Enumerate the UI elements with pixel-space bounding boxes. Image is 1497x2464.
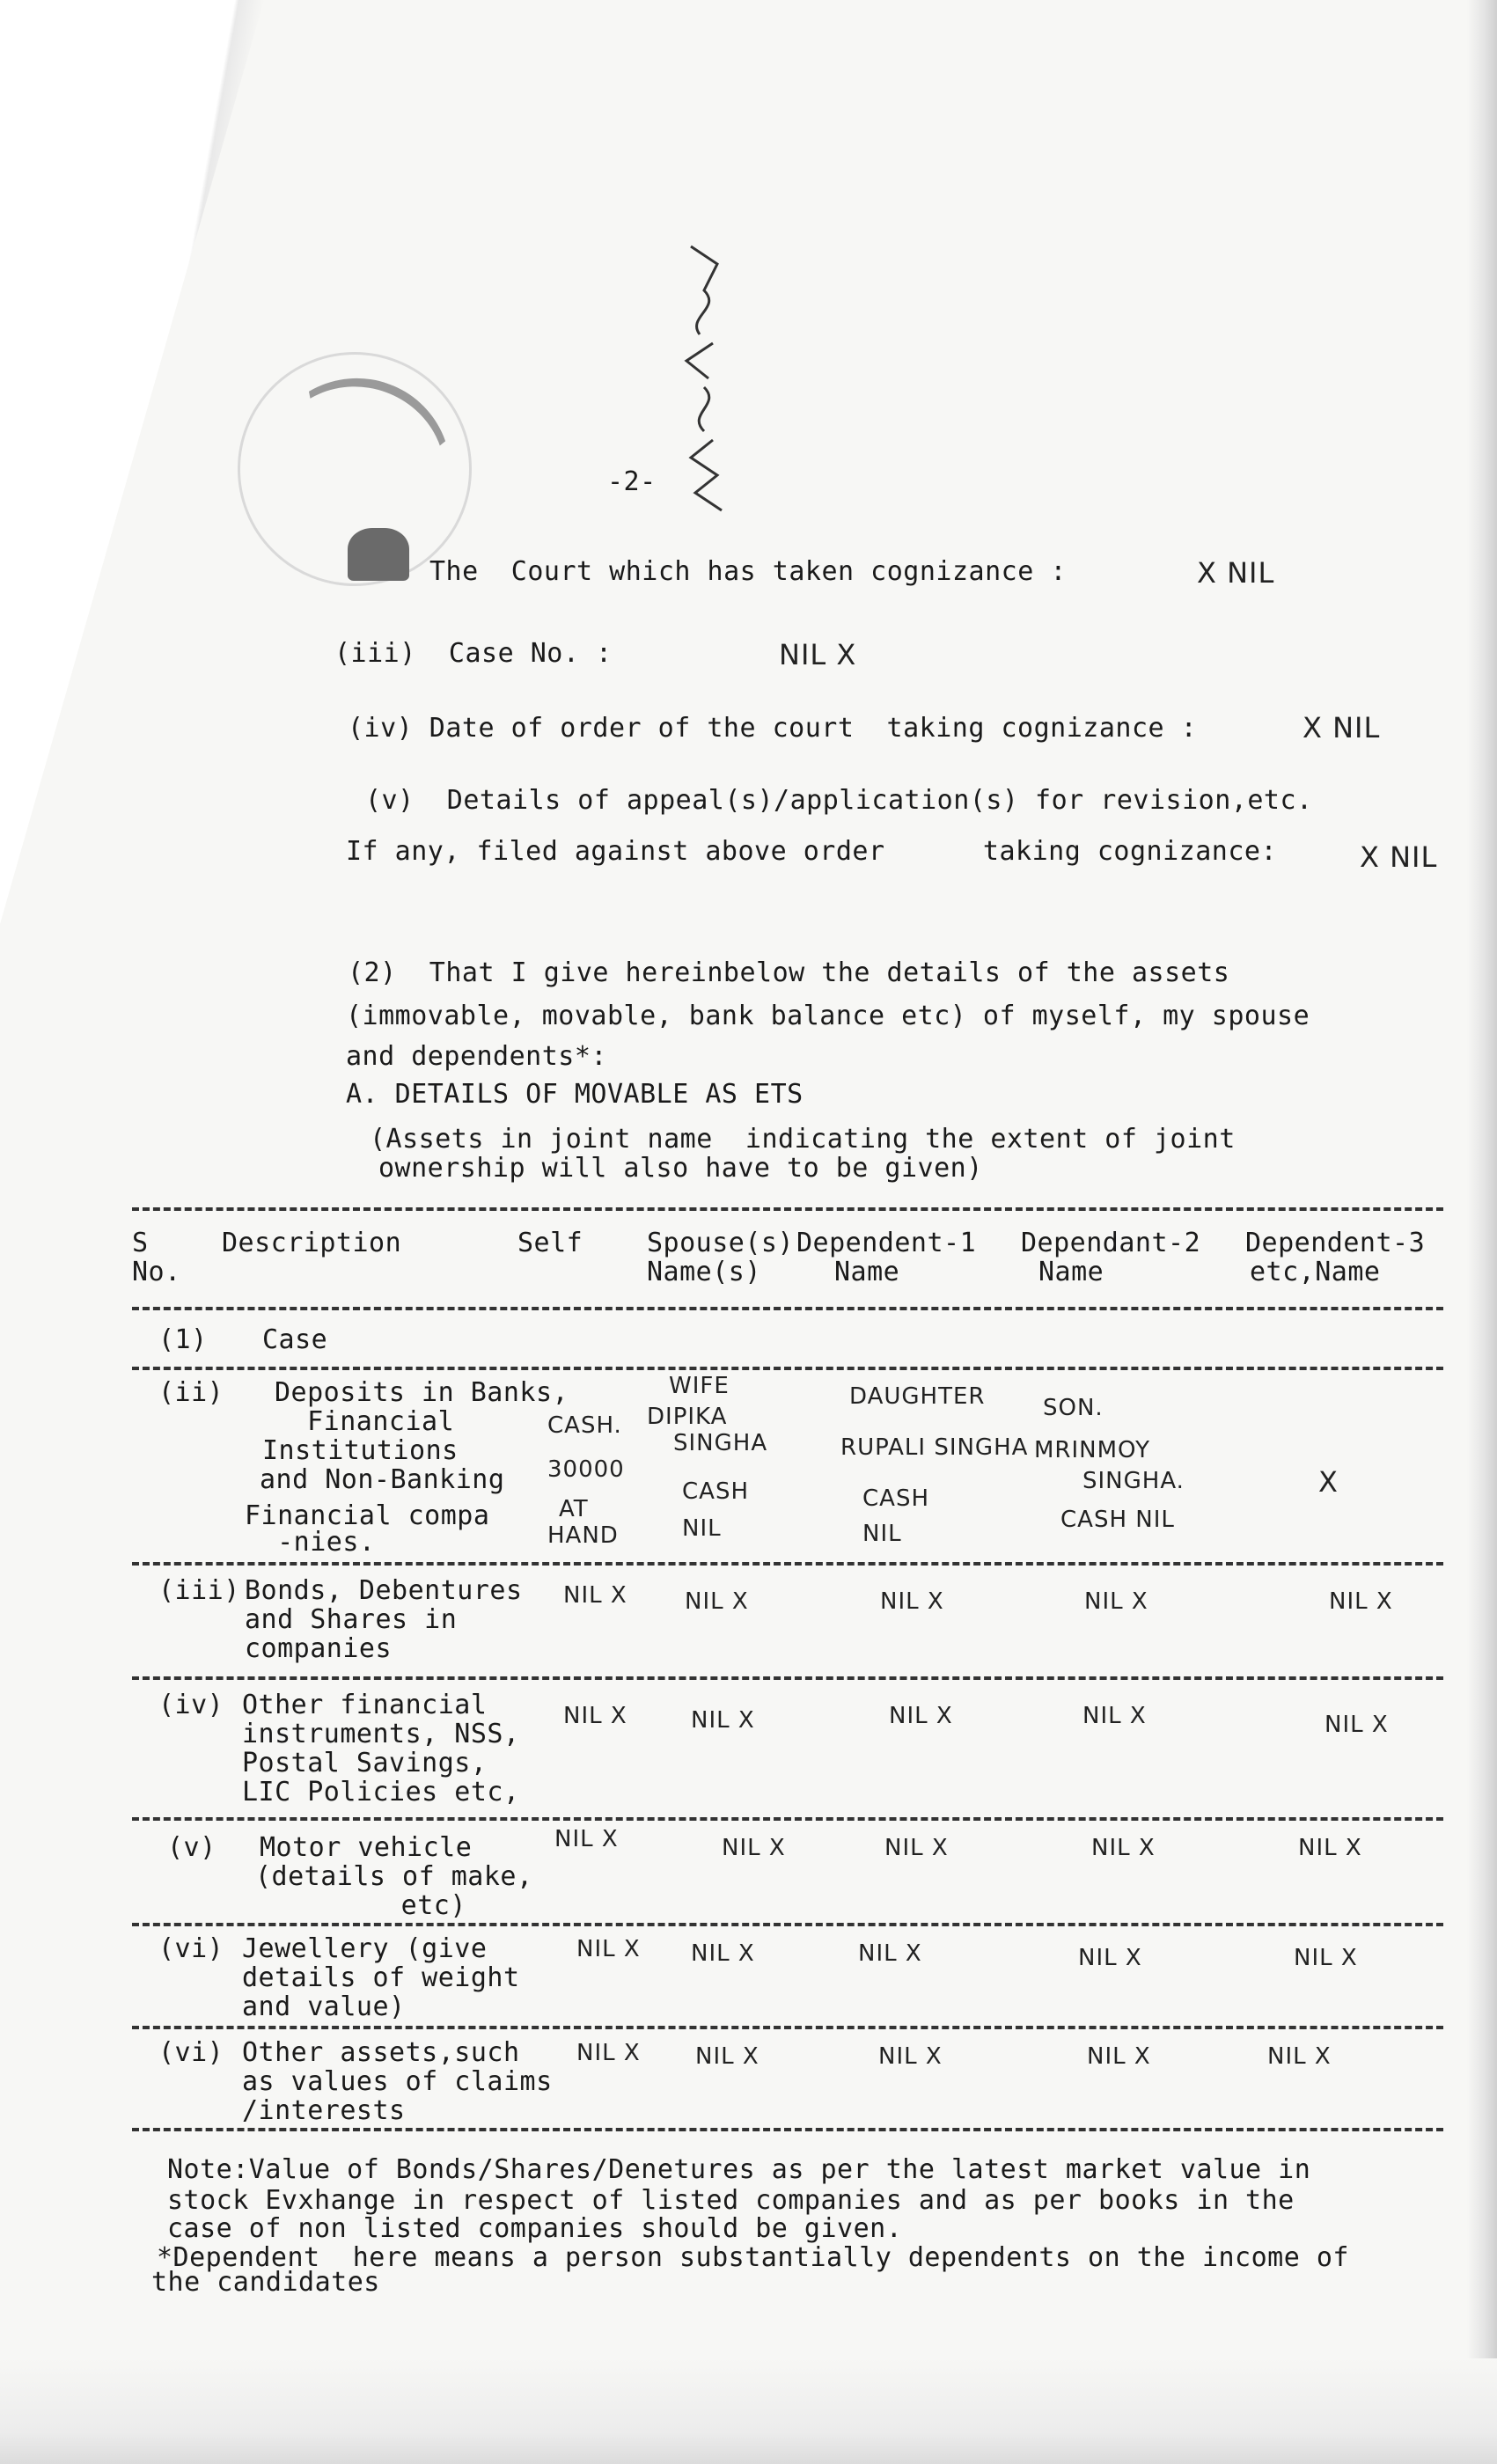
row-5-dependent-2: NIL X bbox=[1091, 1835, 1156, 1861]
row-2-dependent-1: DAUGHTER bbox=[849, 1383, 986, 1410]
row-5-desc-line: Motor vehicle bbox=[260, 1832, 473, 1863]
row-5-dependent-3: NIL X bbox=[1298, 1835, 1362, 1861]
table-rule bbox=[132, 2128, 1443, 2131]
row-5-spouse: NIL X bbox=[722, 1835, 786, 1861]
row-6-dependent-3: NIL X bbox=[1294, 1945, 1358, 1971]
row-2-dependent-2: MRINMOY bbox=[1034, 1437, 1150, 1463]
row-7-desc-line: Other assets,such bbox=[242, 2037, 520, 2068]
emblem-icon bbox=[348, 528, 409, 581]
row-2-dependent-1: CASH bbox=[862, 1485, 929, 1512]
row-4-spouse: NIL X bbox=[691, 1707, 755, 1734]
row-2-spouse: SINGHA bbox=[673, 1430, 768, 1456]
row-2-self: CASH. bbox=[547, 1412, 622, 1439]
row-4-dependent-3: NIL X bbox=[1325, 1712, 1389, 1738]
note-line-4: *Dependent here means a person substantially dependents on the income of bbox=[157, 2242, 1349, 2273]
row-3-desc-line: companies bbox=[245, 1633, 393, 1664]
table-rule bbox=[132, 1307, 1443, 1310]
header-spouse-2: Name(s) bbox=[647, 1257, 761, 1287]
signature-icon bbox=[669, 229, 748, 519]
row-2-dependent-3: X bbox=[1318, 1465, 1339, 1499]
row-2-self: 30000 bbox=[547, 1456, 625, 1483]
row-4-desc-line: Other financial bbox=[242, 1690, 488, 1720]
header-sno-2: No. bbox=[132, 1257, 181, 1287]
date-order-line: (iv) Date of order of the court taking cognizance : bbox=[348, 713, 1198, 744]
row-7-desc-line: /interests bbox=[242, 2095, 406, 2126]
row-1-description: Case bbox=[262, 1324, 328, 1355]
header-dep3-2: etc,Name bbox=[1250, 1257, 1381, 1287]
row-5-self: NIL X bbox=[554, 1826, 619, 1852]
row-7-self: NIL X bbox=[576, 2040, 641, 2066]
row-3-self: NIL X bbox=[563, 1582, 627, 1609]
row-3-number: (iii) bbox=[158, 1575, 240, 1606]
header-dep1-1: Dependent-1 bbox=[796, 1228, 977, 1258]
row-3-dependent-1: NIL X bbox=[880, 1588, 944, 1615]
table-rule bbox=[132, 1207, 1443, 1211]
row-2-spouse: WIFE bbox=[669, 1373, 730, 1399]
court-line: The Court which has taken cognizance : bbox=[429, 556, 1067, 587]
row-2-dependent-2: SINGHA. bbox=[1082, 1468, 1185, 1494]
court-answer: X NIL bbox=[1197, 556, 1275, 590]
row-6-desc-line: Jewellery (give bbox=[242, 1933, 488, 1964]
row-6-dependent-2: NIL X bbox=[1078, 1945, 1142, 1971]
row-4-desc-line: LIC Policies etc, bbox=[242, 1777, 520, 1808]
row-4-desc-line: instruments, NSS, bbox=[242, 1719, 520, 1749]
row-5-dependent-1: NIL X bbox=[884, 1835, 949, 1861]
table-rule bbox=[132, 2026, 1443, 2029]
table-rule bbox=[132, 1367, 1443, 1370]
para2-line-1: (2) That I give hereinbelow the details of the assets bbox=[348, 957, 1230, 988]
row-3-desc-line: Bonds, Debentures bbox=[245, 1575, 523, 1606]
header-self: Self bbox=[517, 1228, 583, 1258]
header-sno-1: S bbox=[132, 1228, 149, 1258]
row-2-self: AT bbox=[559, 1496, 589, 1522]
row-2-desc-line: Financial compa bbox=[245, 1500, 490, 1531]
row-2-dependent-2: CASH NIL bbox=[1060, 1507, 1175, 1533]
header-spouse-1: Spouse(s) bbox=[647, 1228, 795, 1258]
row-2-desc-line: -nies. bbox=[245, 1527, 376, 1558]
table-rule bbox=[132, 1817, 1443, 1821]
joint-note-line-1: (Assets in joint name indicating the extent of joint bbox=[370, 1124, 1236, 1155]
row-2-spouse: NIL bbox=[682, 1515, 722, 1542]
row-6-self: NIL X bbox=[576, 1936, 641, 1962]
row-2-desc-line: Deposits in Banks, bbox=[275, 1377, 569, 1408]
section-a-heading: A. DETAILS OF MOVABLE AS ETS bbox=[346, 1079, 804, 1110]
case-no-answer: NIL X bbox=[779, 638, 857, 671]
date-order-answer: X NIL bbox=[1303, 711, 1381, 744]
row-6-desc-line: details of weight bbox=[242, 1962, 520, 1993]
header-description: Description bbox=[222, 1228, 402, 1258]
header-dep1-2: Name bbox=[834, 1257, 900, 1287]
row-6-dependent-1: NIL X bbox=[858, 1940, 922, 1967]
para2-line-3: and dependents*: bbox=[346, 1041, 607, 1072]
case-no-line: (iii) Case No. : bbox=[334, 638, 613, 669]
row-6-number: (vi) bbox=[158, 1933, 224, 1964]
para2-line-2: (immovable, movable, bank balance etc) of myself, my spouse bbox=[346, 1001, 1310, 1031]
header-dep3-1: Dependent-3 bbox=[1245, 1228, 1426, 1258]
row-7-desc-line: as values of claims bbox=[242, 2066, 553, 2097]
page-edge-bottom bbox=[0, 2358, 1497, 2464]
table-rule bbox=[132, 1562, 1443, 1566]
row-3-dependent-2: NIL X bbox=[1084, 1588, 1148, 1615]
row-2-self: HAND bbox=[547, 1522, 619, 1549]
row-1-number: (1) bbox=[158, 1324, 208, 1355]
row-2-desc-line: and Non-Banking bbox=[260, 1464, 505, 1495]
row-2-dependent-1: NIL bbox=[862, 1521, 902, 1547]
row-5-desc-line: (details of make, bbox=[255, 1861, 533, 1892]
row-2-dependent-2: SON. bbox=[1043, 1395, 1104, 1421]
page-number: -2- bbox=[607, 466, 657, 497]
row-2-spouse: DIPIKA bbox=[647, 1404, 728, 1430]
row-4-desc-line: Postal Savings, bbox=[242, 1748, 488, 1778]
row-4-number: (iv) bbox=[158, 1690, 224, 1720]
appeal-line-1: (v) Details of appeal(s)/application(s) for revision,etc. bbox=[365, 785, 1313, 816]
note-line-1: Note:Value of Bonds/Shares/Denetures as per the latest market value in bbox=[167, 2154, 1311, 2185]
row-7-dependent-1: NIL X bbox=[878, 2043, 943, 2070]
row-4-self: NIL X bbox=[563, 1703, 627, 1729]
note-line-2: stock Evxhange in respect of listed companies and as per books in the bbox=[167, 2185, 1295, 2216]
row-2-desc-line: Financial bbox=[275, 1406, 455, 1437]
row-7-dependent-3: NIL X bbox=[1267, 2043, 1332, 2070]
page-edge-right bbox=[1467, 0, 1497, 2464]
row-2-dependent-1: RUPALI SINGHA bbox=[840, 1434, 1029, 1461]
table-rule bbox=[132, 1676, 1443, 1680]
row-7-dependent-2: NIL X bbox=[1087, 2043, 1151, 2070]
note-line-5: the candidates bbox=[151, 2267, 380, 2298]
row-2-desc-line: Institutions bbox=[262, 1435, 459, 1466]
header-dep2-2: Name bbox=[1038, 1257, 1104, 1287]
note-line-3: case of non listed companies should be given. bbox=[167, 2213, 903, 2244]
appeal-answer: X NIL bbox=[1360, 840, 1438, 874]
row-5-number: (v) bbox=[167, 1832, 216, 1863]
row-3-spouse: NIL X bbox=[685, 1588, 749, 1615]
table-rule bbox=[132, 1923, 1443, 1926]
row-3-dependent-3: NIL X bbox=[1329, 1588, 1393, 1615]
appeal-line-2: If any, filed against above order taking cognizance: bbox=[346, 836, 1278, 867]
header-dep2-1: Dependant-2 bbox=[1021, 1228, 1201, 1258]
row-6-spouse: NIL X bbox=[691, 1940, 755, 1967]
row-2-spouse: CASH bbox=[682, 1478, 749, 1505]
row-2-number: (ii) bbox=[158, 1377, 224, 1408]
joint-note-line-2: ownership will also have to be given) bbox=[378, 1153, 983, 1184]
row-7-spouse: NIL X bbox=[695, 2043, 760, 2070]
row-4-dependent-2: NIL X bbox=[1082, 1703, 1147, 1729]
folded-corner bbox=[0, 0, 264, 924]
row-5-desc-line: etc) bbox=[352, 1890, 466, 1921]
row-6-desc-line: and value) bbox=[242, 1991, 406, 2022]
row-4-dependent-1: NIL X bbox=[889, 1703, 953, 1729]
row-7-number: (vi) bbox=[158, 2037, 224, 2068]
row-3-desc-line: and Shares in bbox=[245, 1604, 458, 1635]
